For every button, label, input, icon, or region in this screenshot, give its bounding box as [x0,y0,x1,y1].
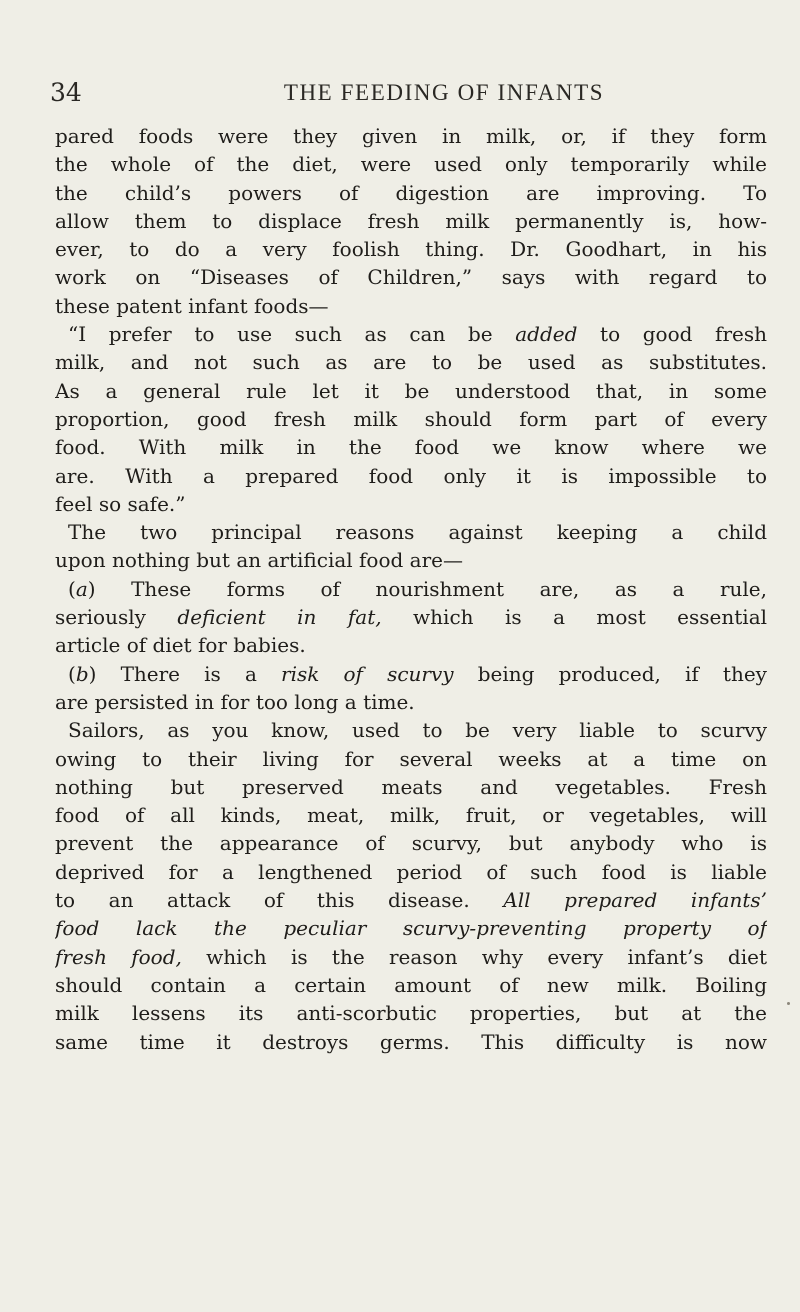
text-line [55,150,767,178]
text-segment: proportion, good fresh milk should form part of every [55,406,767,431]
text-line [55,518,767,546]
text-line [55,490,767,518]
italic-text: added [515,322,578,347]
text-segment: ( [68,576,76,601]
text-line [55,943,767,971]
text-line [55,971,767,999]
text-line [55,631,767,659]
text-line [55,773,767,801]
text-segment: owing to their living for several weeks at a time on [55,746,767,771]
text-line [55,886,767,914]
text-segment: ) There is a [88,661,282,686]
text-segment: which is the reason why every infant’s diet [181,944,767,969]
text-line [55,292,767,320]
text-line [55,433,767,461]
text-segment: ever, to do a very foolish thing. Dr. Goodhart, in his [55,237,767,262]
text-line [55,688,767,716]
text-segment: these patent infant foods— [55,293,329,318]
text-line [55,348,767,376]
page-number: 34 [50,78,82,107]
text-line [55,405,767,433]
text-line [55,858,767,886]
text-line [55,462,767,490]
page-header [50,76,750,110]
text-segment: prevent the appearance of scurvy, but anybody who is [55,831,767,856]
text-line [55,801,767,829]
text-segment: article of diet for babies. [55,633,306,658]
text-segment: pared foods were they given in milk, or, if they form [55,124,767,148]
text-segment: which is a most essential [381,605,767,630]
text-line [55,546,767,574]
text-line [55,603,767,631]
text-line [55,914,767,942]
text-segment: are persisted in for too long a time. [55,689,415,714]
text-line [55,575,767,603]
italic-text: All prepared infants’ [503,888,767,913]
italic-text: a [75,576,88,601]
text-segment: same time it destroys germs. This difficulty is now [55,1029,767,1054]
italic-text: food lack the peculiar scurvy-preventing property of [55,916,767,941]
text-segment: are. With a prepared food only it is impossible to [55,463,767,488]
text-line [55,829,767,857]
text-segment: upon nothing but an artificial food are— [55,548,463,573]
text-segment: ) These forms of nourishment are, as a rule, [87,576,767,601]
text-line [55,263,767,291]
text-segment: being produced, if they [453,661,767,686]
text-segment: feel so safe.” [55,491,186,516]
text-segment: milk lessens its anti-scorbutic properties, but at the [55,1001,767,1026]
text-line [55,377,767,405]
text-segment: ( [68,661,76,686]
text-segment: nothing but preserved meats and vegetables. Fresh [55,774,767,799]
paper-speck [787,1002,790,1005]
text-line [55,745,767,773]
italic-text: deficient in fat, [177,605,382,630]
text-segment: to good fresh [577,322,767,347]
text-segment: deprived for a lengthened period of such food is liable [55,859,767,884]
text-line [55,660,767,688]
italic-text: b [75,661,89,686]
text-line [55,235,767,263]
text-segment: should contain a certain amount of new milk. Boiling [55,972,767,997]
text-segment: food of all kinds, meat, milk, fruit, or vegetables, will [55,803,767,828]
text-line [55,207,767,235]
text-line [55,179,767,207]
text-line [55,716,767,744]
text-segment: Sailors, as you know, used to be very liable to scurvy [68,718,767,743]
text-line [55,999,767,1027]
running-head: THE FEEDING OF INFANTS [283,80,605,105]
text-segment: work on “Diseases of Children,” says with regard to [55,265,767,290]
text-segment: milk, and not such as are to be used as substitutes. [55,350,767,375]
body-text [55,122,767,1056]
text-segment: the whole of the diet, were used only temporarily while [55,152,767,177]
italic-text: fresh food, [55,944,182,969]
italic-text: risk of scurvy [281,661,454,686]
text-segment: “I prefer to use such as can be [68,322,516,347]
text-line [55,1028,767,1056]
text-segment: The two principal reasons against keeping a child [68,520,767,545]
text-segment: to an attack of this disease. [55,888,504,913]
text-segment: the child’s powers of digestion are improving. To [55,180,767,205]
text-segment: allow them to displace fresh milk permanently is, how- [55,208,767,233]
text-line [55,320,767,348]
text-line [55,122,767,150]
text-segment: seriously [55,605,178,630]
text-segment: food. With milk in the food we know where we [55,435,767,460]
text-segment: As a general rule let it be understood that, in some [55,378,767,403]
